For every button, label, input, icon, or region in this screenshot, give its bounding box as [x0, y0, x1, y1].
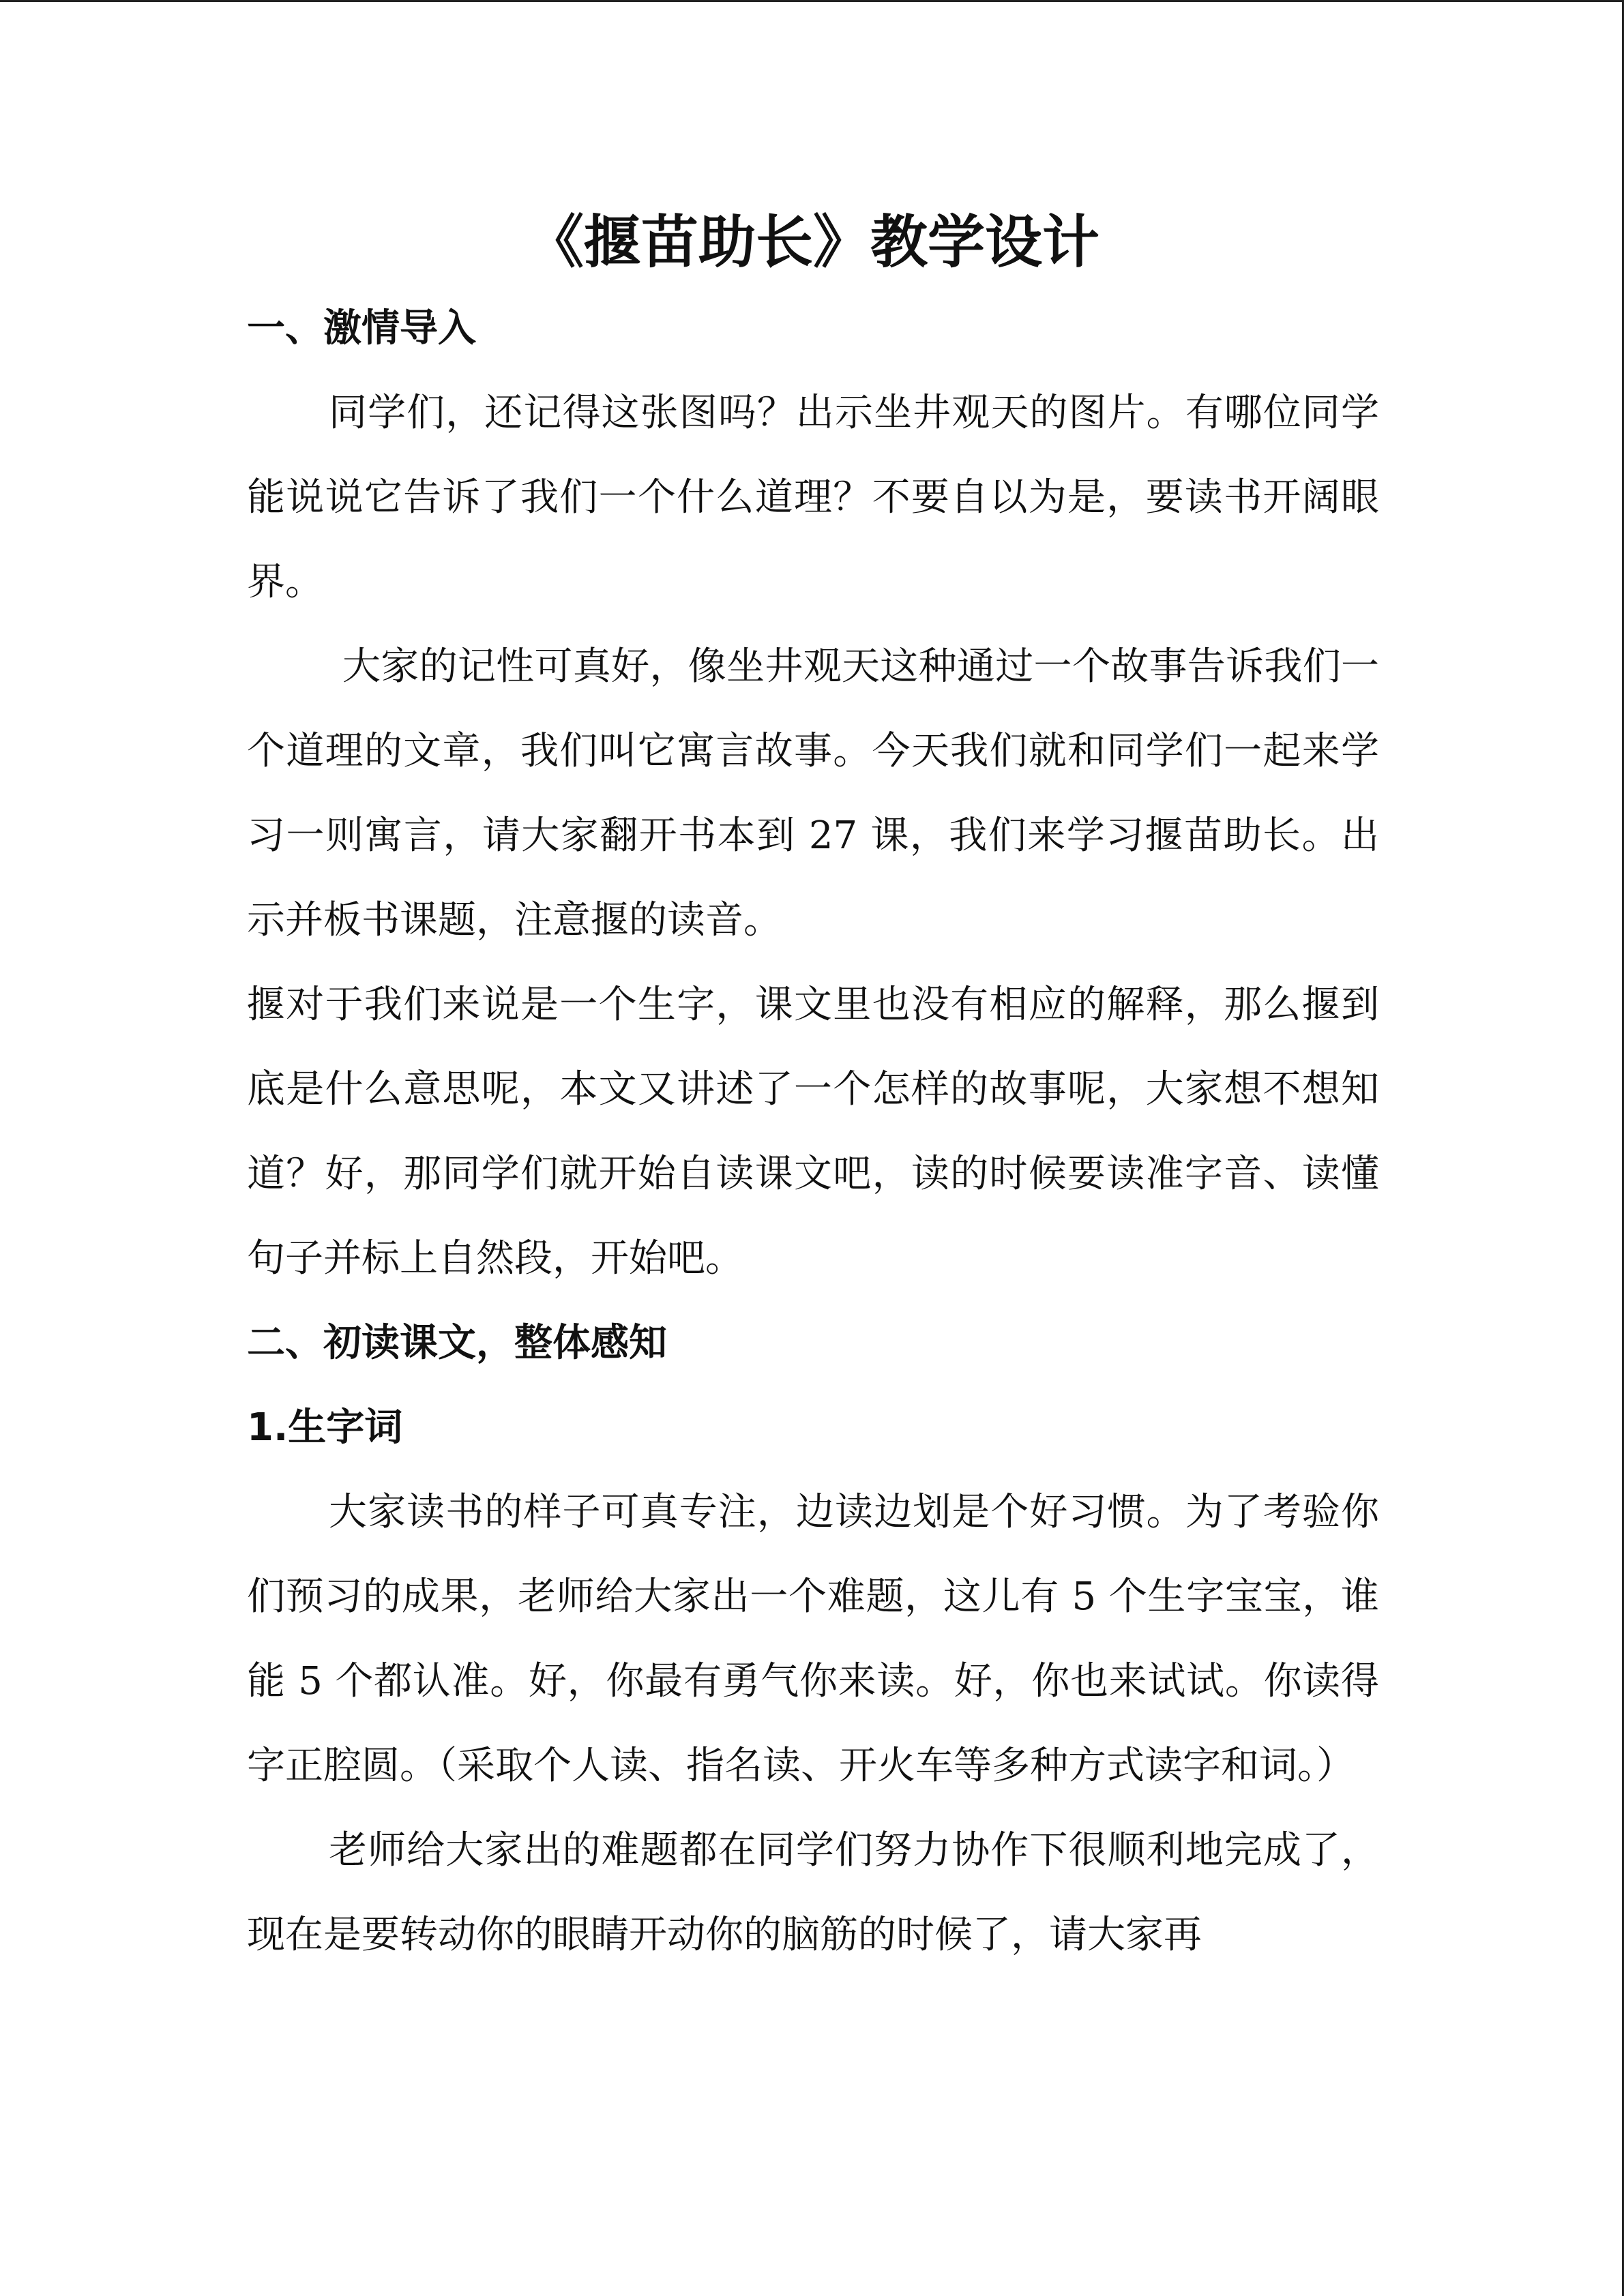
paragraph-intro-2: 大家的记性可真好，像坐井观天这种通过一个故事告诉我们一个道理的文章，我们叫它寓言故事。今天我们就和同学们一起来学习一则寓言，请大家翻开书本到 27 课，我们来学习揠苗助长。出示并板书课题，注意揠的读音。: [247, 644, 1379, 942]
section-heading-first-reading: 二、初读课文，整体感知: [247, 1321, 667, 1365]
paragraph-vocabulary-1: 大家读书的样子可真专注，边读边划是个好习惯。为了考验你们预习的成果，老师给大家出一个难题，这儿有 5 个生字宝宝，谁能 5 个都认准。好，你最有勇气你来读。好，你也来试试。你读得字正腔圆。（采取个人读、指名读、开火车等多种方式读字和词。）: [247, 1490, 1379, 1788]
paragraph-intro-1: 同学们，还记得这张图吗？出示坐井观天的图片。有哪位同学能说说它告诉了我们一个什么道理？不要自以为是，要读书开阔眼界。: [247, 391, 1379, 604]
document-title: 《揠苗助长》教学设计: [526, 208, 1099, 275]
paragraph-intro-3: 揠对于我们来说是一个生字，课文里也没有相应的解释，那么揠到底是什么意思呢，本文又讲述了一个怎样的故事呢，大家想不想知道？好，那同学们就开始自读课文吧，读的时候要读准字音、读懂句子并标上自然段，开始吧。: [247, 983, 1379, 1281]
paragraph-vocabulary-2: 老师给大家出的难题都在同学们努力协作下很顺利地完成了，现在是要转动你的眼睛开动你的脑筋的时候了，请大家再: [247, 1828, 1379, 1957]
subheading-vocabulary: 1.生字词: [247, 1405, 403, 1450]
section-heading-intro: 一、激情导入: [247, 306, 476, 351]
document-page: [247, 198, 1379, 1978]
page-top-border: [0, 0, 1624, 2]
